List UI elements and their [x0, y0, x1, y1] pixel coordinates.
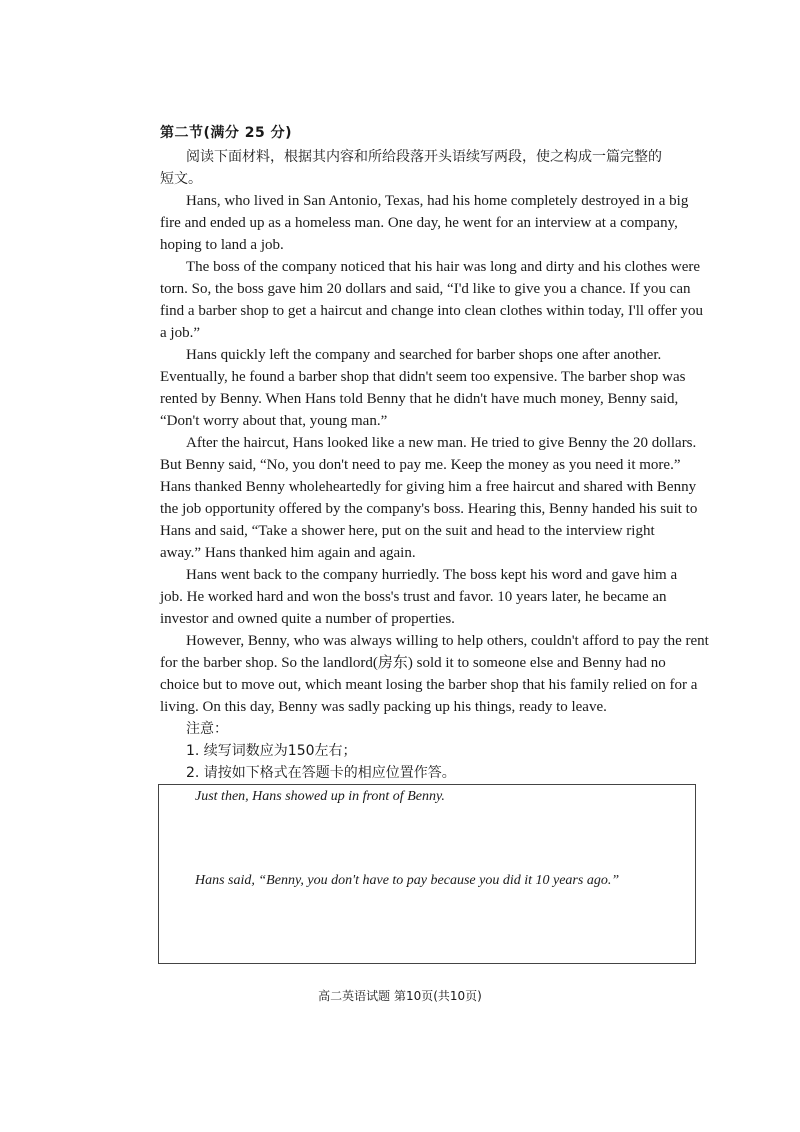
instruction-line: 短文。	[160, 171, 202, 187]
passage-line: But Benny said, “No, you don't need to pay me. Keep the money as you need it more.”	[160, 457, 681, 473]
passage-line: hoping to land a job.	[160, 237, 284, 253]
passage-line: Hans went back to the company hurriedly. The boss kept his word and gave him a	[186, 567, 678, 583]
passage-line: rented by Benny. When Hans told Benny that he didn't have much money, Benny said,	[160, 391, 679, 407]
passage-line: “Don't worry about that, young man.”	[160, 413, 388, 429]
passage-line: a job.”	[160, 325, 200, 341]
passage-line: torn. So, the boss gave him 20 dollars and said, “I'd like to give you a chance. If you can	[160, 281, 691, 297]
passage-line: However, Benny, who was always willing to help others, couldn't afford to pay the rent	[186, 633, 709, 649]
passage-line: investor and owned quite a number of properties.	[160, 611, 455, 627]
passage-line: Eventually, he found a barber shop that didn't seem too expensive. The barber shop was	[160, 369, 686, 385]
notes-heading: 注意：	[186, 721, 228, 737]
passage-line: for the barber shop. So the landlord(房东) sold it to someone else and Benny had no	[160, 655, 666, 671]
paragraph2-opening: Hans said, “Benny, you don't have to pay because you did it 10 years ago.”	[195, 873, 620, 888]
passage-line: away.” Hans thanked him again and again.	[160, 545, 416, 561]
passage-line: living. On this day, Benny was sadly packing up his things, ready to leave.	[160, 699, 607, 715]
paragraph1-opening: Just then, Hans showed up in front of Benny.	[195, 789, 445, 804]
passage-line: After the haircut, Hans looked like a new man. He tried to give Benny the 20 dollars.	[186, 435, 697, 451]
answer-box	[158, 784, 696, 964]
passage-line: find a barber shop to get a haircut and change into clean clothes within today, I'll offer you	[160, 303, 703, 319]
passage-line: fire and ended up as a homeless man. One day, he went for an interview at a company,	[160, 215, 678, 231]
passage-line: Hans quickly left the company and searched for barber shops one after another.	[186, 347, 662, 363]
passage-line: Hans and said, “Take a shower here, put on the suit and head to the interview right	[160, 523, 655, 539]
passage-line: Hans thanked Benny wholeheartedly for giving him a free haircut and shared with Benny	[160, 479, 697, 495]
instruction-line: 阅读下面材料，根据其内容和所给段落开头语续写两段，使之构成一篇完整的	[186, 149, 662, 165]
note-item: 1. 续写词数应为150左右；	[186, 743, 357, 759]
page-footer: 高二英语试题 第10页(共10页)	[318, 989, 482, 1003]
passage-line: the job opportunity offered by the company's boss. Hearing this, Benny handed his suit to	[160, 501, 698, 517]
passage-line: choice but to move out, which meant losing the barber shop that his family relied on for a	[160, 677, 698, 693]
section-title: 第二节(满分 25 分)	[160, 125, 293, 141]
note-item: 2. 请按如下格式在答题卡的相应位置作答。	[186, 765, 456, 781]
passage-line: Hans, who lived in San Antonio, Texas, had his home completely destroyed in a big	[186, 193, 689, 209]
passage-line: The boss of the company noticed that his hair was long and dirty and his clothes were	[186, 259, 701, 275]
passage-line: job. He worked hard and won the boss's trust and favor. 10 years later, he became an	[160, 589, 667, 605]
